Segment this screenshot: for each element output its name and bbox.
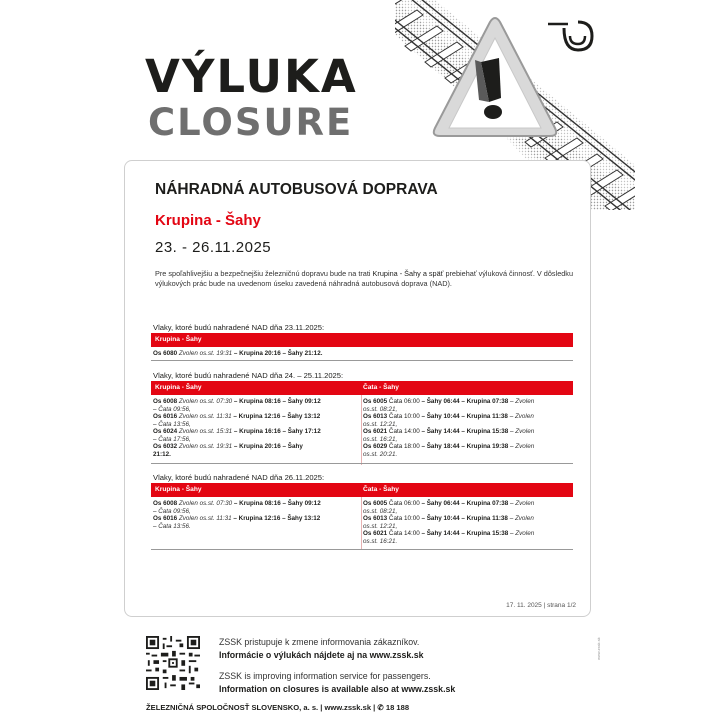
- train-origin: Zvolen os.st. 11:31: [178, 413, 232, 420]
- train-end: os.st. 12:21,: [363, 522, 398, 530]
- train-route: – Šahy 18:44 – Krupina 19:38: [421, 443, 509, 450]
- train-origin: Zvolen os.st. 07:30: [178, 398, 233, 405]
- train-end: – Čata 13:56.: [153, 522, 191, 530]
- train-end: 21:12.: [153, 450, 171, 458]
- train-number: Os 6021: [363, 428, 388, 435]
- train-destination: – Zvolen: [510, 398, 535, 405]
- column-separator: [361, 395, 362, 465]
- train-end: – Čata 09:56,: [153, 405, 191, 413]
- train-route: – Šahy 06:44 – Krupina 07:38: [421, 398, 509, 405]
- train-number: Os 6024: [153, 428, 178, 435]
- train-entry: [363, 443, 568, 458]
- train-route: – Krupina 12:16 – Šahy 13:12: [233, 515, 321, 522]
- train-route: – Krupina 16:16 – Šahy 17:12: [233, 428, 321, 435]
- train-end: os.st. 12:21,: [363, 420, 398, 428]
- column-header-left: Krupina - Šahy: [155, 486, 202, 493]
- intro-route: Krupina - Šahy a späť: [372, 269, 444, 278]
- train-entry: [153, 500, 358, 515]
- train-destination: – Zvolen: [510, 443, 535, 450]
- route-name: Krupina - Šahy: [155, 212, 261, 229]
- train-number: Os 6008: [153, 500, 178, 507]
- train-number: Os 6013: [363, 413, 388, 420]
- train-origin: Zvolen os.st. 07:30: [178, 500, 233, 507]
- train-route: – Šahy 14:44 – Krupina 15:38: [421, 530, 509, 537]
- train-number: Os 6016: [153, 515, 178, 522]
- train-entry: [363, 413, 568, 428]
- section-divider: [151, 463, 573, 464]
- section-header-bar: [151, 381, 573, 395]
- train-entry: [153, 515, 358, 530]
- train-start: Čata 10:00: [388, 413, 420, 420]
- train-entry: [153, 350, 453, 358]
- train-route: – Krupina 12:16 – Šahy 13:12: [233, 413, 321, 420]
- train-number: Os 6013: [363, 515, 388, 522]
- section-header-bar: [151, 333, 573, 347]
- train-route: – Krupina 20:16 – Šahy 21:12.: [233, 350, 323, 357]
- side-credit: www.zssk.sk: [596, 637, 601, 660]
- train-start: Čata 14:00: [388, 428, 420, 435]
- column-header-left: Krupina - Šahy: [155, 336, 202, 343]
- train-entry: [363, 515, 568, 530]
- section-divider: [151, 549, 573, 550]
- train-end: os.st. 16:21.: [363, 537, 398, 545]
- train-route: – Šahy 10:44 – Krupina 11:38: [421, 515, 508, 522]
- train-origin: Zvolen os.st. 19:31: [178, 443, 233, 450]
- train-route: – Krupina 20:16 – Šahy: [233, 443, 303, 450]
- train-number: Os 6032: [153, 443, 178, 450]
- train-entry: [153, 428, 358, 443]
- train-number: Os 6005: [363, 398, 388, 405]
- train-end: os.st. 16:21,: [363, 435, 398, 443]
- train-destination: – Zvolen: [510, 500, 535, 507]
- zssk-logo-icon: [546, 18, 594, 54]
- train-entry: [153, 443, 358, 458]
- column-header-right: Čata - Šahy: [363, 486, 399, 493]
- info-sk-line2[interactable]: Informácie o výlukách nájdete aj na www.zssk.sk: [219, 650, 424, 660]
- train-route: – Krupina 08:16 – Šahy 09:12: [233, 398, 321, 405]
- train-number: Os 6029: [363, 443, 388, 450]
- train-number: Os 6080: [153, 350, 178, 357]
- train-destination: – Zvolen: [509, 515, 534, 522]
- info-sk-line1: ZSSK pristupuje k zmene informovania zákazníkov.: [219, 637, 420, 647]
- train-destination: – Zvolen: [510, 530, 535, 537]
- train-route: – Krupina 08:16 – Šahy 09:12: [233, 500, 321, 507]
- info-en-line2[interactable]: Information on closures is available also at www.zssk.sk: [219, 684, 456, 694]
- train-start: Čata 06:00: [388, 500, 420, 507]
- intro-text-2: prebiehať výluková činnosť. V dôsledku výlukových prác bude na uvedenom úseku zavedená náhradná autobusová doprava (NAD).: [155, 269, 574, 289]
- train-entry: [153, 398, 358, 413]
- closure-dates: 23. - 26.11.2025: [155, 239, 272, 256]
- title-closure: CLOSURE: [148, 101, 354, 144]
- train-number: Os 6021: [363, 530, 388, 537]
- train-end: os.st. 08:21,: [363, 405, 398, 413]
- train-entry: [363, 500, 568, 515]
- train-origin: Zvolen os.st. 19:31: [178, 350, 233, 357]
- column-header-left: Krupina - Šahy: [155, 384, 202, 391]
- train-entry: [363, 398, 568, 413]
- train-number: Os 6005: [363, 500, 388, 507]
- train-start: Čata 18:00: [388, 443, 420, 450]
- train-origin: Zvolen os.st. 11:31: [178, 515, 232, 522]
- title-vyluka: VÝLUKA: [145, 50, 358, 103]
- column-header-right: Čata - Šahy: [363, 384, 399, 391]
- train-destination: – Zvolen: [509, 413, 534, 420]
- section-label: Vlaky, ktoré budú nahradené NAD dňa 23.11.2025:: [153, 323, 325, 332]
- train-end: os.st. 20:21.: [363, 450, 398, 458]
- qr-code-icon[interactable]: [146, 636, 200, 690]
- train-entry: [153, 413, 358, 428]
- company-footer: ŽELEZNIČNÁ SPOLOČNOSŤ SLOVENSKO, a. s. | www.zssk.sk | ✆ 18 188: [146, 703, 410, 712]
- intro-paragraph: [155, 269, 575, 290]
- section-header-bar: [151, 483, 573, 497]
- train-origin: Zvolen os.st. 15:31: [178, 428, 233, 435]
- train-route: – Šahy 10:44 – Krupina 11:38: [421, 413, 508, 420]
- train-entry: [363, 530, 568, 545]
- train-start: Čata 06:00: [388, 398, 420, 405]
- train-start: Čata 14:00: [388, 530, 420, 537]
- train-end: – Čata 13:56,: [153, 420, 191, 428]
- train-entry: [363, 428, 568, 443]
- train-number: Os 6016: [153, 413, 178, 420]
- intro-text-1: Pre spoľahlivejšiu a bezpečnejšiu železničnú dopravu bude na trati: [155, 269, 373, 278]
- train-start: Čata 10:00: [388, 515, 420, 522]
- issue-date-page: 17. 11. 2025 | strana 1/2: [506, 602, 576, 609]
- section-label: Vlaky, ktoré budú nahradené NAD dňa 24. – 25.11.2025:: [153, 371, 344, 380]
- column-separator: [361, 497, 362, 549]
- train-number: Os 6008: [153, 398, 178, 405]
- train-end: – Čata 17:56,: [153, 435, 191, 443]
- train-end: – Čata 09:56,: [153, 507, 191, 515]
- card-heading: NÁHRADNÁ AUTOBUSOVÁ DOPRAVA: [155, 181, 438, 198]
- train-end: os.st. 08:21,: [363, 507, 398, 515]
- section-label: Vlaky, ktoré budú nahradené NAD dňa 26.11.2025:: [153, 473, 325, 482]
- train-route: – Šahy 06:44 – Krupina 07:38: [421, 500, 509, 507]
- closure-info-card: [124, 160, 591, 617]
- info-en-line1: ZSSK is improving information service for passengers.: [219, 671, 431, 681]
- section-divider: [151, 360, 573, 361]
- train-destination: – Zvolen: [510, 428, 535, 435]
- train-route: – Šahy 14:44 – Krupina 15:38: [421, 428, 509, 435]
